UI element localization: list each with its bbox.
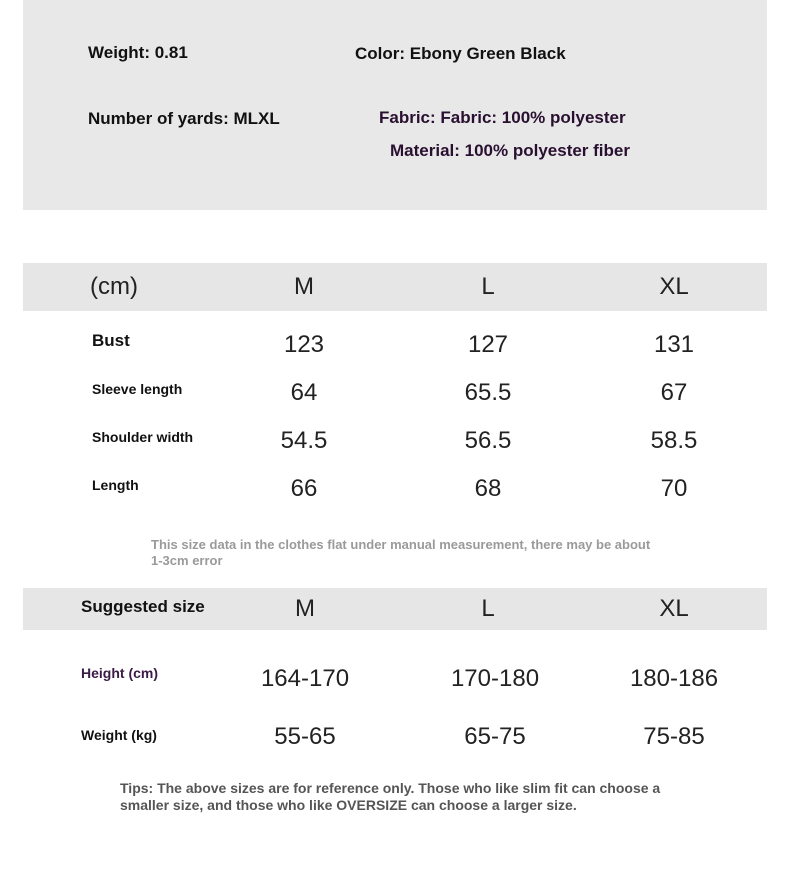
table-cell: 75-85 — [643, 723, 705, 750]
spec-yards: Number of yards: MLXL — [88, 109, 280, 128]
row-label-shoulder-width: Shoulder width — [92, 429, 194, 445]
size-table-unit: (cm) — [90, 273, 138, 300]
table-cell: 58.5 — [650, 427, 698, 454]
tips-text: Tips: The above sizes are for reference only. Those who like slim fit can choose a smaller size, and those who like OVERSIZE can choose a larger size. — [120, 780, 661, 813]
table-cell: 68 — [474, 475, 502, 502]
row-label-sleeve-length: Sleeve length — [92, 381, 183, 397]
spec-panel — [23, 0, 767, 210]
table-cell: 70 — [660, 475, 688, 502]
table-cell: 131 — [653, 331, 695, 358]
table-cell: 66 — [290, 475, 318, 502]
table-cell: 65-75 — [464, 723, 526, 750]
table-cell: 127 — [467, 331, 509, 358]
table-cell: 170-180 — [450, 665, 540, 692]
size-header-xl: XL — [659, 273, 689, 300]
suggested-header-l: L — [481, 595, 495, 622]
table-cell: 55-65 — [274, 723, 336, 750]
row-label-height: Height (cm) — [81, 665, 158, 681]
spec-color: Color: Ebony Green Black — [355, 44, 566, 63]
spec-fabric: Fabric: Fabric: 100% polyester — [379, 108, 626, 127]
table-cell: 54.5 — [280, 427, 328, 454]
table-cell: 164-170 — [260, 665, 350, 692]
table-cell: 180-186 — [629, 665, 719, 692]
table-cell: 64 — [290, 379, 318, 406]
table-cell: 65.5 — [464, 379, 512, 406]
table-cell: 123 — [283, 331, 325, 358]
suggested-header-m: M — [295, 595, 315, 622]
suggested-header-xl: XL — [659, 595, 689, 622]
spec-weight: Weight: 0.81 — [88, 43, 188, 62]
measurement-note: This size data in the clothes flat under manual measurement, there may be about 1-3cm error — [151, 537, 651, 568]
table-cell: 56.5 — [464, 427, 512, 454]
row-label-bust: Bust — [92, 331, 130, 350]
row-label-weight: Weight (kg) — [81, 727, 157, 743]
size-header-m: M — [294, 273, 314, 300]
spec-material: Material: 100% polyester fiber — [390, 141, 630, 160]
row-label-length: Length — [92, 477, 139, 493]
table-cell: 67 — [660, 379, 688, 406]
size-header-l: L — [481, 273, 495, 300]
suggested-size-header: Suggested size — [81, 597, 205, 616]
